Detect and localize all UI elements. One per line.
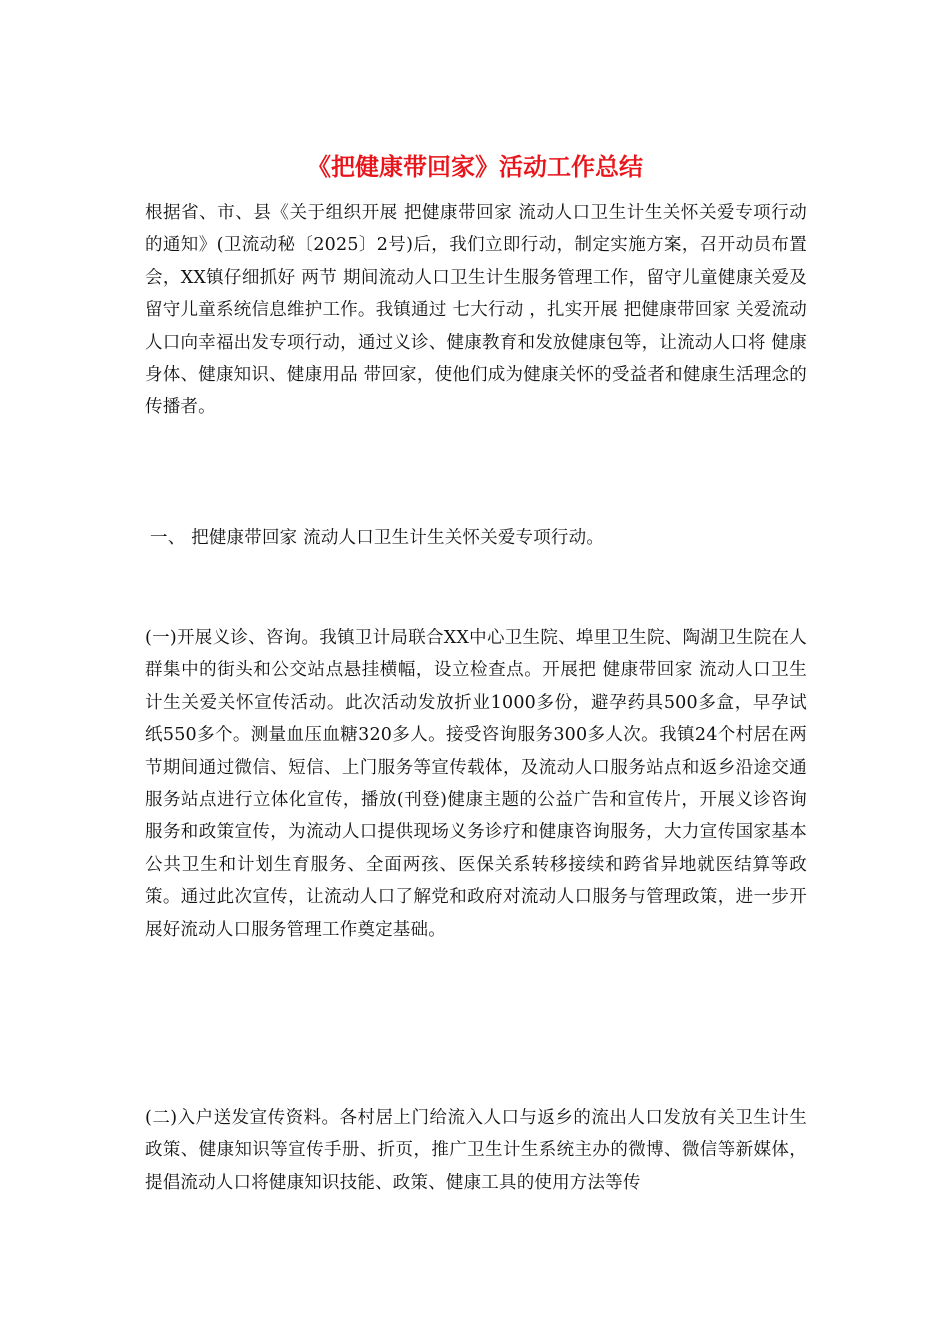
document-title: 《把健康带回家》活动工作总结 [307, 153, 643, 181]
subsection-paragraph-1: (一)开展义诊、咨询。我镇卫计局联合XX中心卫生院、埠里卫生院、陶湖卫生院在人群集中的街头和公交站点悬挂横幅，设立检查点。开展把 健康带回家 流动人口卫生计生关爱关怀宣传活动。此次活动发放折业1000多份，避孕药具500多盒，早孕试纸550多个。测量血压血糖320多人。接受咨询服务300多人次。我镇24个村居在两节期间通过微信、短信、上门服务等宣传载体，及流动人口服务站点和返乡沿途交通服务站点进行立体化宣传，播放(刊登)健康主题的公益广告和宣传片，开展义诊咨询服务和政策宣传，为流动人口提供现场义务诊疗和健康咨询服务，大力宣传国家基本公共卫生和计划生育服务、全面两孩、医保关系转移接续和跨省异地就医结算等政策。通过此次宣传，让流动人口了解党和政府对流动人口服务与管理政策，进一步开展好流动人口服务管理工作奠定基础。 [145, 628, 807, 940]
intro-paragraph: 根据省、市、县《关于组织开展 把健康带回家 流动人口卫生计生关怀关爱专项行动的通知》(卫流动秘〔2025〕2号)后，我们立即行动，制定实施方案，召开动员布置会，XX镇仔细抓好 两节 期间流动人口卫生计生服务管理工作，留守儿童健康关爱及留守儿童系统信息维护工作。我镇通过 七大行动 ，扎实开展 把健康带回家 关爱流动人口向幸福出发专项行动，通过义诊、健康教育和发放健康包等，让流动人口将 健康身体、健康知识、健康用品 带回家，使他们成为健康关怀的受益者和健康生活理念的传播者。 [145, 203, 807, 418]
subsection-paragraph-2: (二)入户送发宣传资料。各村居上门给流入人口与返乡的流出人口发放有关卫生计生政策、健康知识等宣传手册、折页，推广卫生计生系统主办的微博、微信等新媒体，提倡流动人口将健康知识技能、政策、健康工具的使用方法等传 [145, 1108, 807, 1193]
section-heading: 一、 把健康带回家 流动人口卫生计生关怀关爱专项行动。 [150, 528, 605, 548]
